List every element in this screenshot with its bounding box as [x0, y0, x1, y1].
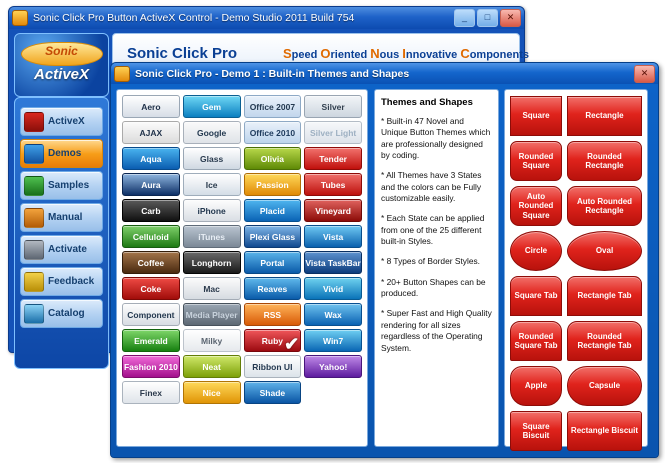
info-line: * Each State can be applied from one of the 25 different built-in Styles. [381, 213, 485, 247]
theme-button-label: Office 2010 [249, 127, 296, 138]
tagline-s: S [283, 46, 292, 61]
theme-button-silver[interactable] [304, 95, 362, 118]
theme-button-label: iTunes [198, 231, 225, 242]
shape-button-label: Square Tab [514, 291, 558, 301]
main-window-title: Sonic Click Pro Button ActiveX Control - Demo Studio 2011 Build 754 [33, 12, 355, 24]
shape-button-apple[interactable] [510, 366, 562, 406]
tagline-ous: ous [379, 49, 403, 61]
sidebar-item-label: Feedback [48, 276, 95, 287]
theme-button-portal[interactable] [244, 251, 302, 274]
theme-button-label: Vista [323, 231, 344, 242]
theme-button-label: Shade [259, 387, 286, 398]
sidebar-item-label: Samples [48, 180, 90, 191]
theme-button-grid [122, 95, 362, 404]
window-controls [454, 9, 521, 27]
info-line: * All Themes have 3 States and the colors can be Fully customizable easily. [381, 170, 482, 204]
shape-button-rounded-square[interactable] [510, 141, 562, 181]
theme-button-vista-taskbar[interactable] [304, 251, 362, 274]
shape-button-auto-rounded-square[interactable] [510, 186, 562, 226]
shape-button-square-tab[interactable] [510, 276, 562, 316]
sidebar-item-demos[interactable] [20, 139, 103, 168]
theme-button-label: Ruby [261, 335, 283, 346]
shape-button-label: Rectangle Tab [577, 291, 632, 301]
sidebar-item-label: Catalog [48, 308, 85, 319]
shape-button-label: Rounded Rectangle [585, 151, 624, 170]
sidebar-item-samples[interactable] [20, 171, 103, 200]
theme-button-label: Celluloid [132, 231, 169, 242]
shape-button-capsule[interactable] [567, 366, 642, 406]
theme-button-label: Glass [200, 153, 224, 164]
theme-button-label: Carb [141, 205, 161, 216]
theme-button-itunes[interactable] [183, 225, 241, 248]
theme-button-olivia[interactable] [244, 147, 302, 170]
demo-window-body [111, 84, 658, 457]
theme-button-label: Nice [202, 387, 221, 398]
shape-button-label: Oval [595, 246, 614, 256]
theme-button-label: Coffee [137, 257, 165, 268]
theme-button-office-2007[interactable] [244, 95, 302, 118]
sidebar-item-label: ActiveX [48, 116, 85, 127]
shape-button-label: Rounded Rectangle Tab [577, 331, 632, 350]
sidebar-item-feedback[interactable] [20, 267, 103, 296]
sidebar-item-label: Manual [48, 212, 83, 223]
shape-button-label: Auto Rounded Rectangle [576, 196, 633, 215]
catalog-icon [24, 304, 44, 324]
tagline-n: N [370, 46, 380, 61]
theme-button-tender[interactable] [304, 147, 362, 170]
theme-button-shade[interactable] [244, 381, 302, 404]
theme-button-label: Longhorn [191, 257, 232, 268]
activate-icon [24, 240, 44, 260]
theme-button-label: iPhone [197, 205, 226, 216]
theme-button-label: Aura [141, 179, 161, 190]
logo-line-1: Sonic [45, 44, 78, 58]
theme-button-yahoo-[interactable] [304, 355, 362, 378]
shape-button-grid [510, 96, 642, 451]
theme-button-ruby[interactable] [244, 329, 302, 352]
samples-icon [24, 176, 44, 196]
sidebar-item-label: Activate [48, 244, 87, 255]
theme-button-gem[interactable] [183, 95, 241, 118]
theme-button-emerald[interactable] [122, 329, 180, 352]
theme-button-carb[interactable] [122, 199, 180, 222]
theme-button-passion[interactable] [244, 173, 302, 196]
theme-button-vineyard[interactable] [304, 199, 362, 222]
demos-icon [24, 144, 44, 164]
theme-button-label: Media Player [185, 309, 238, 320]
shape-button-rectangle[interactable] [567, 96, 642, 136]
theme-button-label: Yahoo! [318, 361, 348, 372]
theme-button-nice[interactable] [183, 381, 241, 404]
theme-button-tubes[interactable] [304, 173, 362, 196]
theme-button-label: Vista TaskBar [305, 257, 361, 268]
theme-button-label: Portal [260, 257, 285, 268]
theme-button-fashion-2010[interactable] [122, 355, 180, 378]
sidebar-item-activex[interactable] [20, 107, 103, 136]
theme-button-label: Finex [139, 387, 162, 398]
theme-button-milky[interactable] [183, 329, 241, 352]
theme-button-label: Google [196, 127, 227, 138]
theme-button-label: AJAX [139, 127, 163, 138]
theme-button-label: Tubes [320, 179, 346, 190]
product-title: Sonic Click Pro [127, 45, 238, 62]
theme-button-label: Ribbon UI [252, 361, 293, 372]
theme-button-label: Vivid [323, 283, 344, 294]
demo-titlebar[interactable] [111, 63, 658, 84]
theme-button-label: Component [127, 309, 175, 320]
demo-window-controls [634, 65, 655, 83]
theme-button-ajax[interactable] [122, 121, 180, 144]
demo-window [110, 62, 659, 458]
theme-button-label: Win7 [323, 335, 344, 346]
feedback-icon [24, 272, 44, 292]
theme-button-google[interactable] [183, 121, 241, 144]
theme-button-reaves[interactable] [244, 277, 302, 300]
theme-button-celluloid[interactable] [122, 225, 180, 248]
theme-button-silver-light[interactable] [304, 121, 362, 144]
shape-button-label: Square Biscuit [522, 421, 550, 440]
theme-button-label: Mac [203, 283, 220, 294]
theme-button-vista[interactable] [304, 225, 362, 248]
theme-button-label: Silver Light [309, 127, 357, 138]
shape-button-oval[interactable] [567, 231, 642, 271]
shape-button-rounded-rectangle-tab[interactable] [567, 321, 642, 361]
theme-button-vivid[interactable] [304, 277, 362, 300]
theme-button-label: RSS [263, 309, 282, 320]
info-title: Themes and Shapes [381, 97, 473, 108]
tagline-omponents: omponents [469, 49, 529, 61]
shape-button-label: Rounded Square [518, 151, 554, 170]
theme-button-aero[interactable] [122, 95, 180, 118]
shape-button-rectangle-tab[interactable] [567, 276, 642, 316]
theme-button-wax[interactable] [304, 303, 362, 326]
theme-button-mac[interactable] [183, 277, 241, 300]
app-icon [12, 10, 28, 26]
shape-button-label: Capsule [588, 381, 621, 391]
theme-button-ribbon-ui[interactable] [244, 355, 302, 378]
theme-button-label: Silver [321, 101, 345, 112]
activex-icon [24, 112, 44, 132]
shape-button-circle[interactable] [510, 231, 562, 271]
info-list [381, 116, 492, 354]
sidebar-item-manual[interactable] [20, 203, 103, 232]
theme-button-label: Neat [202, 361, 221, 372]
tagline-riented: riented [330, 49, 371, 61]
theme-button-rss[interactable] [244, 303, 302, 326]
theme-button-label: Olivia [260, 153, 284, 164]
shape-button-rounded-rectangle[interactable] [567, 141, 642, 181]
theme-button-label: Aqua [140, 153, 162, 164]
shape-button-label: Square [522, 111, 550, 121]
theme-button-coke[interactable] [122, 277, 180, 300]
theme-button-label: Office 2007 [249, 101, 296, 112]
shape-button-label: Rounded Square Tab [514, 331, 558, 350]
theme-button-label: Wax [324, 309, 342, 320]
theme-button-label: Passion [256, 179, 289, 190]
shape-button-label: Circle [524, 246, 548, 256]
shape-button-label: Apple [524, 381, 548, 391]
shapes-panel [504, 89, 648, 447]
theme-button-label: Plexi Glass [249, 231, 296, 242]
sidebar-item-catalog[interactable] [20, 299, 103, 328]
theme-button-aqua[interactable] [122, 147, 180, 170]
sonic-activex-logo [14, 33, 109, 97]
theme-button-label: Fashion 2010 [123, 361, 178, 372]
demo-close-button[interactable]: ✕ [634, 65, 655, 83]
product-tagline [283, 46, 529, 61]
theme-button-label: Reaves [257, 283, 288, 294]
theme-button-media-player[interactable] [183, 303, 241, 326]
sidebar-nav [14, 97, 109, 369]
shape-button-square-biscuit[interactable] [510, 411, 562, 451]
theme-button-finex[interactable] [122, 381, 180, 404]
theme-button-component[interactable] [122, 303, 180, 326]
shape-button-label: Auto Rounded Square [518, 192, 554, 220]
main-titlebar[interactable] [9, 7, 524, 29]
theme-button-aura[interactable] [122, 173, 180, 196]
info-line: * Super Fast and High Quality rendering for all sizes regardless of the Operating System. [381, 308, 492, 353]
demo-window-title: Sonic Click Pro - Demo 1 : Built-in Themes and Shapes [135, 67, 410, 80]
shape-button-label: Rectangle Biscuit [570, 426, 639, 436]
maximize-button[interactable]: □ [477, 9, 498, 27]
theme-button-label: Aero [141, 101, 161, 112]
theme-button-label: Tender [319, 153, 347, 164]
info-panel [374, 89, 499, 447]
tagline-o: O [320, 46, 331, 61]
tagline-c: C [460, 46, 470, 61]
shape-button-rounded-square-tab[interactable] [510, 321, 562, 361]
logo-line-2: ActiveX [33, 66, 90, 83]
theme-button-label: Ice [205, 179, 218, 190]
theme-button-label: Vineyard [315, 205, 351, 216]
shape-button-square[interactable] [510, 96, 562, 136]
info-line: * Built-in 47 Novel and Unique Button Themes which are professionally designed by coding. [381, 116, 491, 161]
tagline-nnovative: nnovative [405, 49, 461, 61]
theme-button-office-2010[interactable] [244, 121, 302, 144]
shape-button-auto-rounded-rectangle[interactable] [567, 186, 642, 226]
themes-panel [116, 89, 368, 447]
theme-button-ice[interactable] [183, 173, 241, 196]
sidebar-item-activate[interactable] [20, 235, 103, 264]
manual-icon [24, 208, 44, 228]
theme-button-label: Gem [202, 101, 222, 112]
theme-button-label: Placid [259, 205, 285, 216]
theme-button-label: Coke [140, 283, 162, 294]
theme-button-placid[interactable] [244, 199, 302, 222]
theme-button-coffee[interactable] [122, 251, 180, 274]
theme-button-plexi-glass[interactable] [244, 225, 302, 248]
tagline-peed: peed [291, 49, 321, 61]
theme-button-win7[interactable] [304, 329, 362, 352]
tagline-i: I [402, 46, 406, 61]
theme-button-iphone[interactable] [183, 199, 241, 222]
info-line: * 8 Types of Border Styles. [381, 256, 480, 267]
shape-button-label: Rectangle [585, 111, 624, 121]
theme-button-longhorn[interactable] [183, 251, 241, 274]
theme-button-neat[interactable] [183, 355, 241, 378]
theme-button-label: Milky [200, 335, 223, 346]
demo-icon [114, 66, 130, 82]
theme-button-label: Emerald [134, 335, 168, 346]
minimize-button[interactable]: _ [454, 9, 475, 27]
shape-button-rectangle-biscuit[interactable] [567, 411, 642, 451]
close-button[interactable]: ✕ [500, 9, 521, 27]
theme-button-glass[interactable] [183, 147, 241, 170]
sidebar-item-label: Demos [48, 148, 82, 159]
check-icon: ✔ [284, 334, 300, 352]
info-line: * 20+ Button Shapes can be produced. [381, 276, 486, 299]
